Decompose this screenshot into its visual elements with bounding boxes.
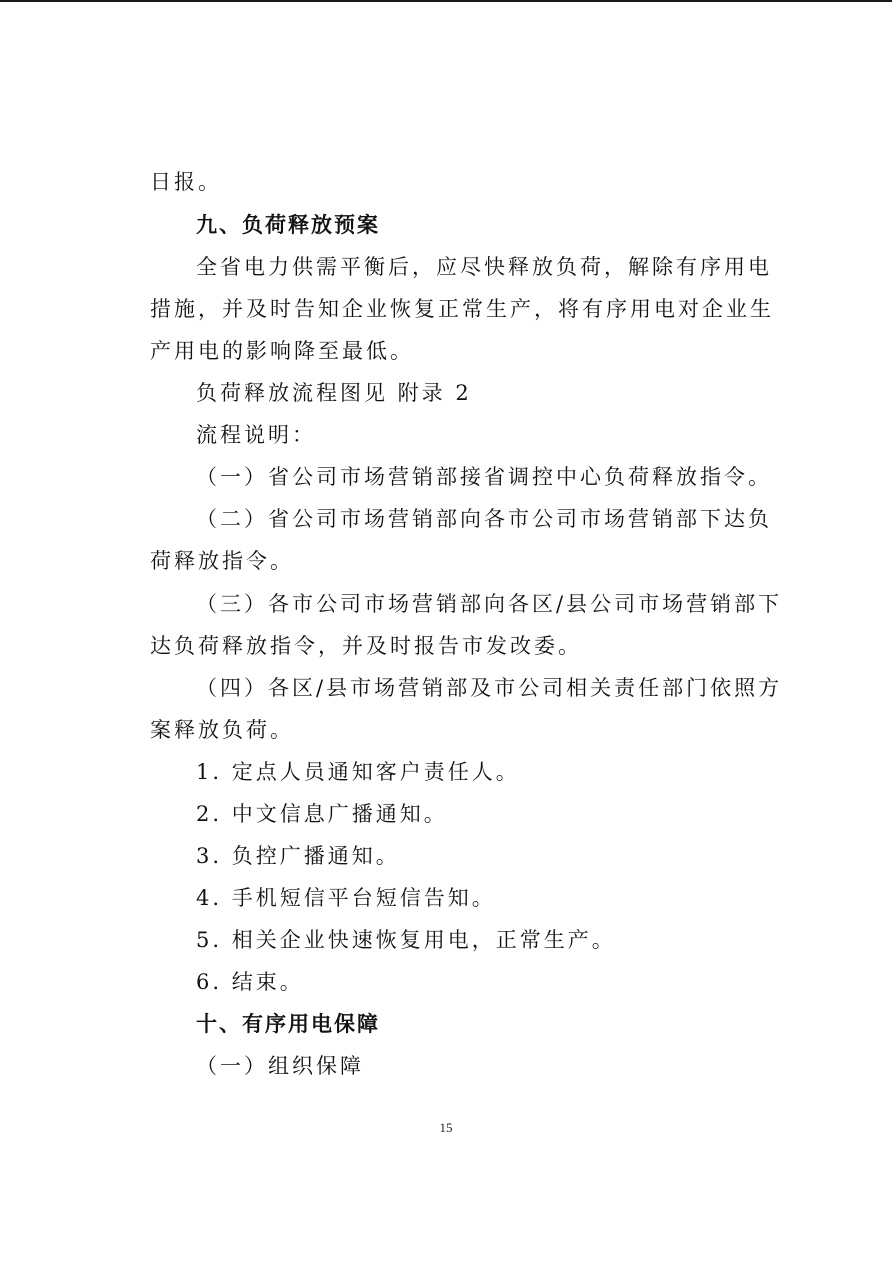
text-line: 荷释放指令。 — [150, 549, 294, 573]
text-line: 全省电力供需平衡后，应尽快释放负荷，解除有序用电 — [196, 255, 772, 279]
list-item: （一）省公司市场营销部接省调控中心负荷释放指令。 — [196, 465, 772, 489]
list-item: （三）各市公司市场营销部向各区/县公司市场营销部下 — [196, 592, 783, 616]
list-item: 1. 定点人员通知客户责任人。 — [196, 760, 520, 784]
subsection-heading: （一）组织保障 — [196, 1054, 364, 1078]
section-heading-ten: 十、有序用电保障 — [196, 1012, 380, 1036]
text-line: 产用电的影响降至最低。 — [150, 339, 414, 363]
list-item: 6. 结束。 — [196, 970, 304, 994]
text-line: 达负荷释放指令，并及时报告市发改委。 — [150, 634, 582, 658]
text-line: 措施，并及时告知企业恢复正常生产，将有序用电对企业生 — [150, 297, 774, 321]
section-heading-nine: 九、负荷释放预案 — [196, 213, 380, 237]
text-line: 流程说明： — [196, 423, 316, 447]
text-line: 负荷释放流程图见 附录 2 — [196, 381, 472, 405]
list-item: （二）省公司市场营销部向各市公司市场营销部下达负 — [196, 507, 772, 531]
text-line: 案释放负荷。 — [150, 718, 294, 742]
top-border-rule — [0, 0, 892, 2]
list-item: 3. 负控广播通知。 — [196, 844, 400, 868]
list-item: 5. 相关企业快速恢复用电，正常生产。 — [196, 928, 616, 952]
list-item: （四）各区/县市场营销部及市公司相关责任部门依照方 — [196, 676, 783, 700]
page-number: 15 — [439, 1120, 453, 1135]
list-item: 2. 中文信息广播通知。 — [196, 802, 448, 826]
list-item: 4. 手机短信平台短信告知。 — [196, 886, 496, 910]
text-line: 日报。 — [150, 170, 222, 194]
